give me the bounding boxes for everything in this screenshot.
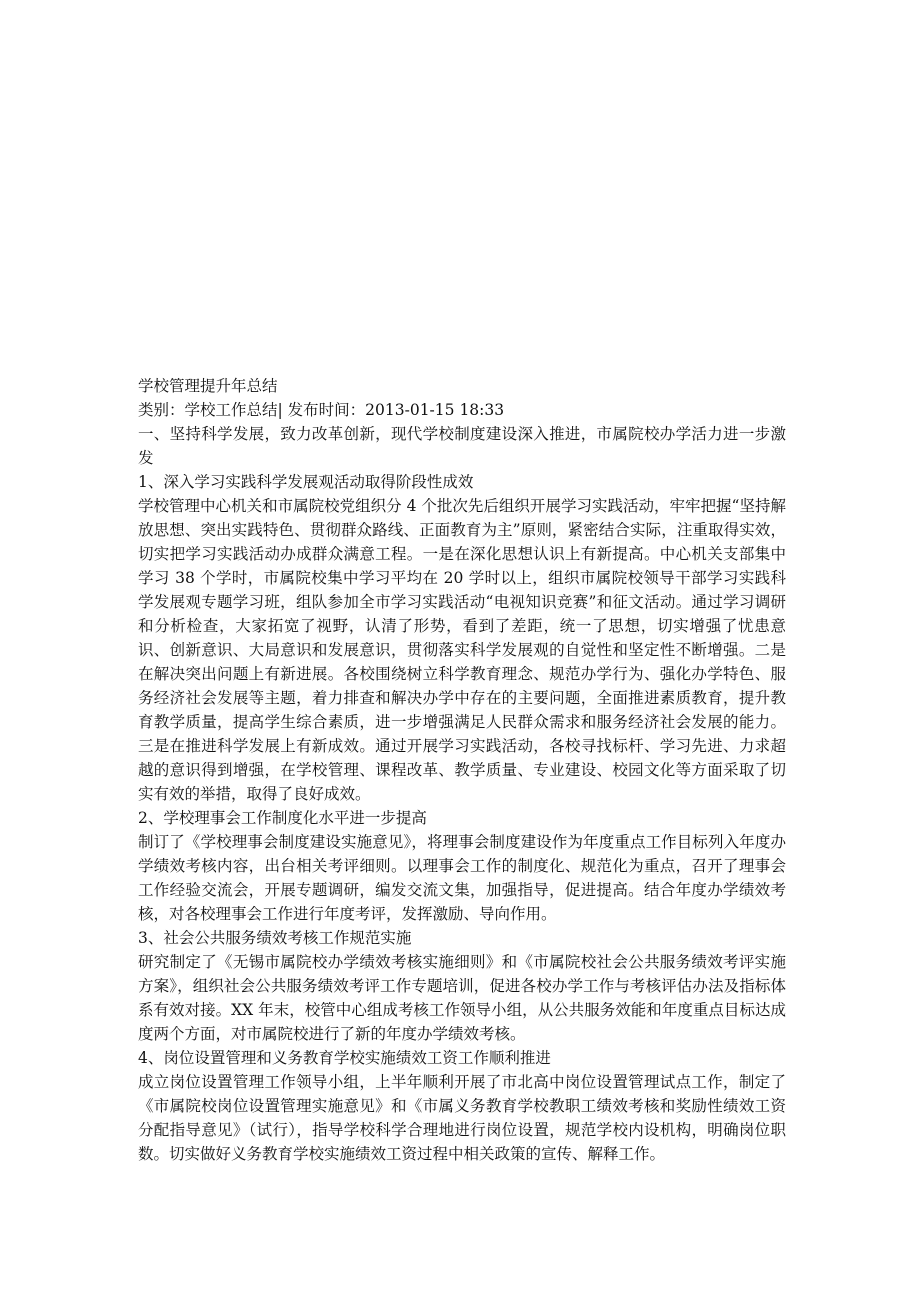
section-4-body: 成立岗位设置管理工作领导小组，上半年顺利开展了市北高中岗位设置管理试点工作，制定了《市属院校岗位设置管理实施意见》和《市属义务教育学校教职工绩效考核和奖励性绩效工资分配指导意见》（试行），指导学校科学合理地进行岗位设置，规范学校内设机构，明确岗位职数。切实做好义务教育学校实施绩效工资过程中相关政策的宣传、解释工作。 bbox=[138, 1073, 786, 1163]
section-3-heading: 3、社会公共服务绩效考核工作规范实施 bbox=[138, 929, 412, 947]
section-2-heading: 2、学校理事会工作制度化水平进一步提高 bbox=[138, 809, 427, 827]
section-2-body: 制订了《学校理事会制度建设实施意见》，将理事会制度建设作为年度重点工作目标列入年度办学绩效考核内容，出台相关考评细则。以理事会工作的制度化、规范化为重点，召开了理事会工作经验交流会，开展专题调研，编发交流文集，加强指导，促进提高。结合年度办学绩效考核，对各校理事会工作进行年度考评，发挥激励、导向作用。 bbox=[138, 833, 786, 923]
document-meta: 类别：学校工作总结| 发布时间：2013-01-15 18:33 bbox=[138, 401, 505, 419]
section-1-heading: 1、深入学习实践科学发展观活动取得阶段性成效 bbox=[138, 473, 474, 491]
document-page bbox=[138, 374, 786, 1166]
section-3-body: 研究制定了《无锡市属院校办学绩效考核实施细则》和《市属院校社会公共服务绩效考评实施方案》，组织社会公共服务绩效考评工作专题培训，促进各校办学工作与考核评估办法及指标体系有效对接。XX 年末，校管中心组成考核工作领导小组，从公共服务效能和年度重点目标达成度两个方面，对市属院校进行了新的年度办学绩效考核。 bbox=[138, 953, 786, 1043]
document-title: 学校管理提升年总结 bbox=[138, 377, 278, 395]
section-1-body: 学校管理中心机关和市属院校党组织分 4 个批次先后组织开展学习实践活动，牢牢把握“坚持解放思想、突出实践特色、贯彻群众路线、正面教育为主”原则，紧密结合实际，注重取得实效，切实把学习实践活动办成群众满意工程。一是在深化思想认识上有新提高。中心机关支部集中学习 38 个学时，市属院校集中学习平均在 20 学时以上，组织市属院校领导干部学习实践科学发展观专题学习班，组队参加全市学习实践活动“电视知识竞赛”和征文活动。通过学习调研和分析检查，大家拓宽了视野，认清了形势，看到了差距，统一了思想，切实增强了忧患意识、创新意识、大局意识和发展意识，贯彻落实科学发展观的自觉性和坚定性不断增强。二是在解决突出问题上有新进展。各校围绕树立科学教育理念、规范办学行为、强化办学特色、服务经济社会发展等主题，着力排查和解决办学中存在的主要问题，全面推进素质教育，提升教育教学质量，提高学生综合素质，进一步增强满足人民群众需求和服务经济社会发展的能力。三是在推进科学发展上有新成效。通过开展学习实践活动，各校寻找标杆、学习先进、力求超越的意识得到增强，在学校管理、课程改革、教学质量、专业建设、校园文化等方面采取了切实有效的举措，取得了良好成效。 bbox=[138, 497, 786, 803]
section-heading-main: 一、坚持科学发展，致力改革创新，现代学校制度建设深入推进，市属院校办学活力进一步激发 bbox=[138, 425, 786, 467]
section-4-heading: 4、岗位设置管理和义务教育学校实施绩效工资工作顺利推进 bbox=[138, 1049, 551, 1067]
